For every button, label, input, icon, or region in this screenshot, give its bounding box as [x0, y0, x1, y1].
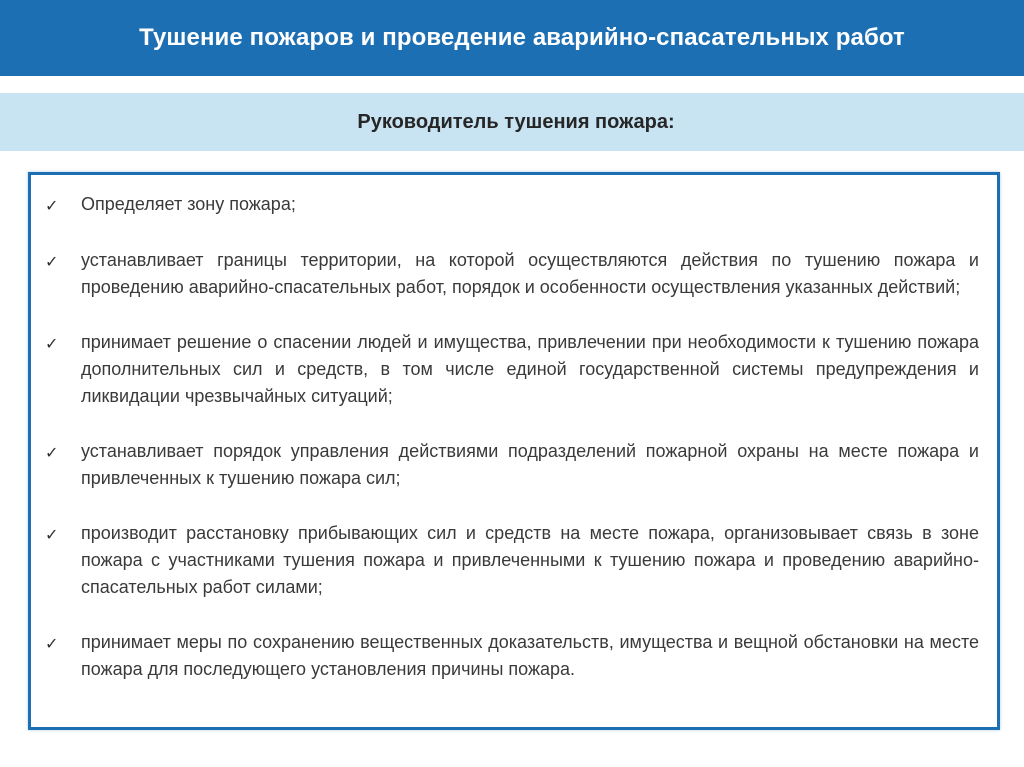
checkmark-icon: ✓ [45, 634, 59, 653]
list-item [45, 520, 979, 601]
slide-subtitle: Руководитель тушения пожара: [357, 110, 675, 133]
list-item [45, 329, 979, 410]
list-item [45, 438, 979, 492]
list-item [45, 247, 979, 301]
list-item [45, 191, 979, 219]
list-item-text: устанавливает границы территории, на которой осуществляются действия по тушению пожара и проведению аварийно-спасательных работ, порядок и особенности осуществления указанных действий; [81, 250, 979, 297]
checkmark-icon: ✓ [45, 252, 59, 271]
subtitle-band [0, 93, 1024, 151]
checkmark-icon: ✓ [45, 443, 59, 462]
list-item-text: Определяет зону пожара; [81, 194, 296, 214]
checkmark-icon: ✓ [45, 196, 59, 215]
list-item-text: принимает решение о спасении людей и имущества, привлечении при необходимости к тушению пожара дополнительных сил и средств, в том числе единой государственной системы предупреждения и ликвидации чрезвычайных ситуаций; [81, 332, 979, 406]
list-item-text: производит расстановку прибывающих сил и средств на месте пожара, организовывает связь в зоне пожара с участниками тушения пожара и привлеченными к тушению пожара и проведению аварийно-спасательных работ силами; [81, 523, 979, 597]
duties-list [45, 191, 979, 683]
list-item [45, 629, 979, 683]
checkmark-icon: ✓ [45, 525, 59, 544]
list-item-text: принимает меры по сохранению вещественных доказательств, имущества и вещной обстановки на месте пожара для последующего установления причины пожара. [81, 632, 979, 679]
title-bar [0, 0, 1024, 76]
slide-title: Тушение пожаров и проведение аварийно-спасательных работ [139, 24, 905, 51]
checkmark-icon: ✓ [45, 334, 59, 353]
list-item-text: устанавливает порядок управления действиями подразделений пожарной охраны на месте пожара и привлеченных к тушению пожара сил; [81, 441, 979, 488]
content-box [28, 172, 1000, 730]
